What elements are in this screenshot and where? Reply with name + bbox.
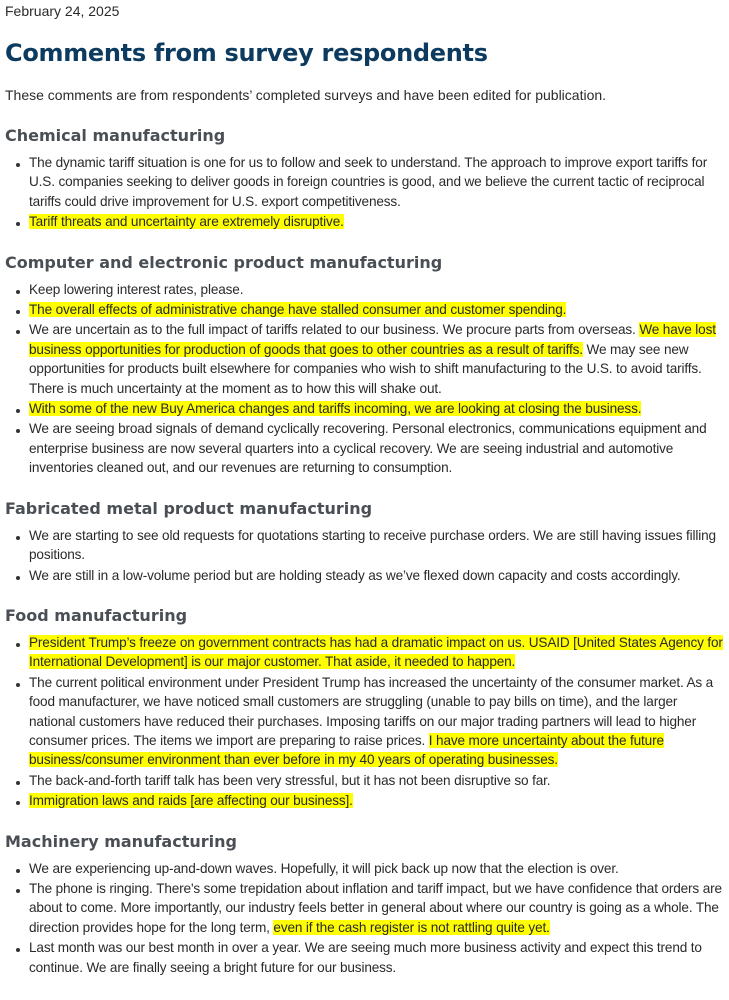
comment-item	[29, 771, 724, 790]
comment-text: The phone is ringing. There's some trepidation about inflation and tariff impact, but we have confidence that orders are about to come. More importantly, our industry feels better in general about where our country is going as a whole. The direction provides hope for the long term,	[29, 880, 722, 935]
sections-container	[5, 125, 724, 977]
section-heading: Fabricated metal product manufacturing	[5, 498, 373, 518]
comment-item	[29, 300, 724, 319]
highlighted-text: Immigration laws and raids [are affecting our business].	[29, 793, 353, 809]
page-title: Comments from survey respondents	[5, 39, 488, 67]
comment-item	[29, 673, 724, 770]
comment-item	[29, 212, 724, 231]
section-heading: Chemical manufacturing	[5, 126, 226, 145]
industry-section	[5, 831, 724, 977]
intro-text: These comments are from respondents’ completed surveys and have been edited for publication.	[5, 87, 607, 103]
comment-item	[29, 938, 724, 977]
comment-item	[29, 419, 724, 477]
comment-item	[29, 526, 724, 565]
comment-text: We are experiencing up-and-down waves. Hopefully, it will pick back up now that the election is over.	[29, 860, 619, 876]
section-heading: Machinery manufacturing	[5, 831, 237, 851]
comment-text: The current political environment under President Trump has increased the uncertainty of the consumer market. As a food manufacturer, we have noticed small customers are struggling (unable to pay bills on time), and the larger national customers have reduced their purchases. Imposing tariffs on our major trading partners will lead to higher consumer prices. The items we import are preparing to raise prices.	[29, 674, 714, 748]
comment-text: Last month was our best month in over a year. We are seeing much more business activity and expect this trend to continue. We are finally seeing a bright future for our business.	[29, 940, 702, 975]
highlighted-text: The overall effects of administrative change have stalled consumer and customer spending.	[29, 302, 567, 318]
comment-text: We may see new opportunities for products built elsewhere for companies who wish to shift manufacturing to the U.S. to avoid tariffs. There is much uncertainty at the moment as to how this will shake out.	[29, 341, 702, 396]
comment-text: Keep lowering interest rates, please.	[29, 281, 244, 297]
highlighted-text: President Trump’s freeze on government contracts has had a dramatic impact on us. USAID [United States Agency for International Development] is our major customer. That aside, it needed to happen.	[29, 634, 723, 670]
comment-list	[5, 526, 724, 585]
comment-text: We are seeing broad signals of demand cyclically recovering. Personal electronics, communications equipment and enterprise business are now several quarters into a cyclical recovery. We are seeing industrial and automotive inventories cleaned out, and our revenues are returning to consumption.	[29, 421, 707, 476]
comment-item	[29, 153, 724, 211]
comment-item	[29, 879, 724, 937]
comment-list	[5, 859, 724, 977]
comment-item	[29, 320, 724, 398]
comment-item	[29, 280, 724, 299]
highlighted-text: We have lost business opportunities for production of goods that goes to other countries as a result of tariffs.	[29, 322, 716, 357]
industry-section	[5, 498, 724, 585]
highlighted-text: Tariff threats and uncertainty are extremely disruptive.	[29, 214, 344, 230]
comment-text: We are uncertain as to the full impact of tariffs related to our business. We procure parts from overseas.	[29, 322, 640, 338]
comment-list	[5, 280, 724, 478]
highlighted-text: With some of the new Buy America changes and tariffs incoming, we are looking at closing the business.	[29, 401, 642, 417]
section-heading: Food manufacturing	[5, 605, 188, 625]
comment-item	[29, 791, 724, 810]
comment-text: The back-and-forth tariff talk has been very stressful, but it has not been disruptive so far.	[29, 772, 551, 788]
comment-item	[29, 399, 724, 418]
comment-item	[29, 859, 724, 878]
industry-section	[5, 605, 724, 811]
industry-section	[5, 252, 724, 478]
comment-text: We are starting to see old requests for quotations starting to receive purchase orders. We are still having issues filling positions.	[29, 527, 716, 563]
publish-date: February 24, 2025	[5, 3, 120, 19]
comment-list	[5, 153, 724, 232]
comment-item	[29, 633, 724, 672]
industry-section	[5, 125, 724, 232]
highlighted-text: even if the cash register is not rattling quite yet.	[273, 919, 550, 935]
comment-item	[29, 566, 724, 585]
comment-text: The dynamic tariff situation is one for us to follow and seek to understand. The approach to improve export tariffs for U.S. companies seeking to deliver goods in foreign countries is good, and we believe the current tactic of reciprocal tariffs could drive improvement for U.S. export competitiveness.	[29, 155, 708, 209]
comment-list	[5, 633, 724, 811]
section-heading: Computer and electronic product manufacturing	[5, 252, 443, 272]
comment-text: We are still in a low-volume period but are holding steady as we’ve flexed down capacity and costs accordingly.	[29, 567, 681, 583]
highlighted-text: I have more uncertainty about the future business/consumer environment than ever before in my 40 years of operating businesses.	[29, 732, 664, 768]
